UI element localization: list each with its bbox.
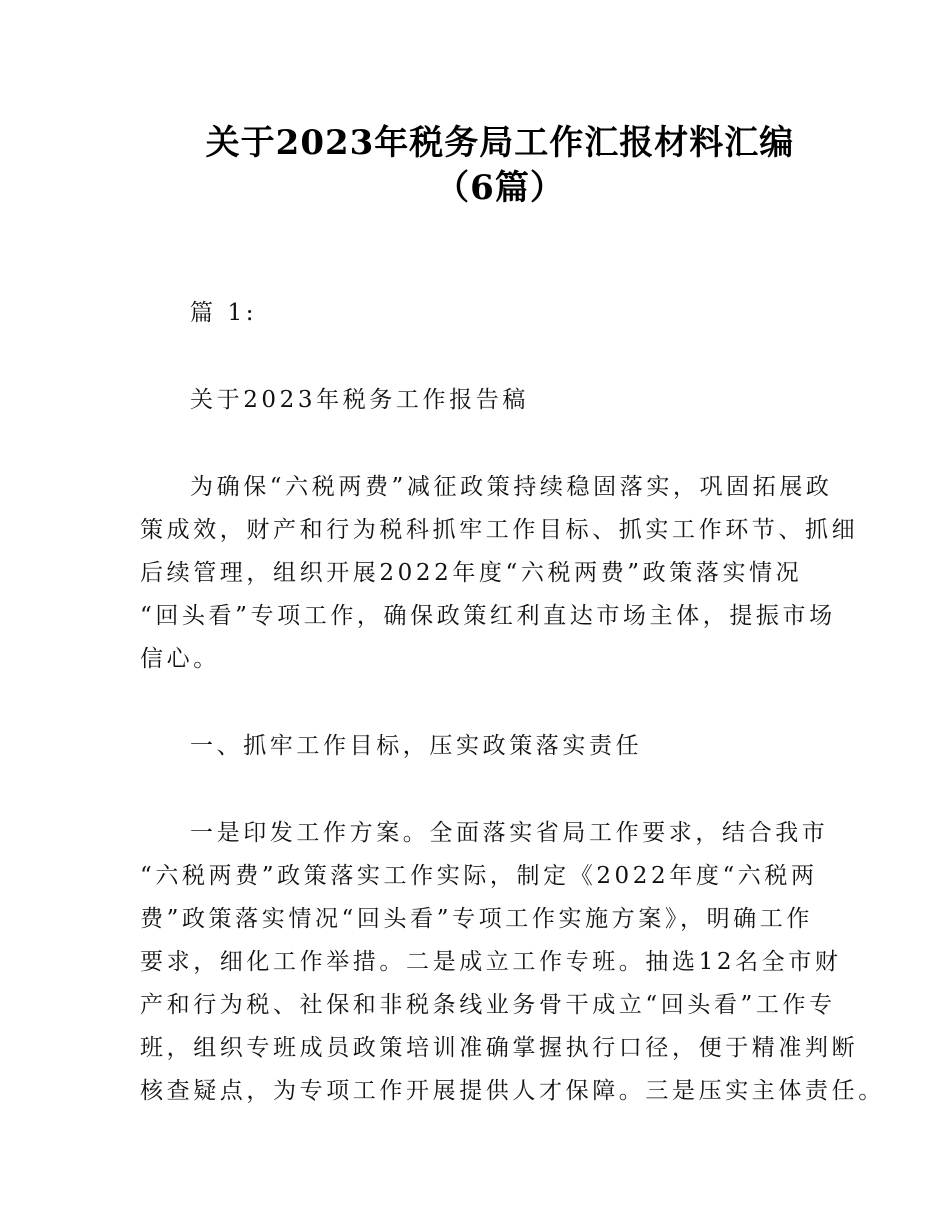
paragraph-2-line-2: “六税两费”政策落实工作实际，制定《2022年度“六税两	[140, 863, 818, 889]
paragraph-1-line-5: 信心。	[140, 646, 220, 672]
section-heading-1: 一、抓牢工作目标，压实政策落实责任	[190, 733, 643, 759]
paragraph-2-line-1: 一是印发工作方案。全面落实省局工作要求，结合我市	[190, 820, 829, 846]
paragraph-2-line-7: 核查疑点，为专项工作开展提供人才保障。三是压实主体责任。	[140, 1078, 885, 1104]
paragraph-1-line-3: 后续管理，组织开展2022年度“六税两费”政策落实情况	[140, 560, 803, 586]
paragraph-1-line-1: 为确保“六税两费”减征政策持续稳固落实，巩固拓展政	[190, 474, 833, 500]
paragraph-2-line-5: 产和行为税、社保和非税条线业务骨干成立“回头看”工作专	[140, 992, 836, 1018]
document-title-line-2: （6篇）	[435, 168, 565, 208]
paragraph-2-line-3: 费”政策落实情况“回头看”专项工作实施方案》，明确工作	[140, 906, 813, 932]
report-title: 关于2023年税务工作报告稿	[190, 387, 529, 413]
section-label: 篇 1:	[190, 300, 258, 326]
paragraph-1-line-4: “回头看”专项工作，确保政策红利直达市场主体，提振市场	[140, 603, 836, 629]
document-title-line-1: 关于2023年税务局工作汇报材料汇编	[205, 123, 795, 163]
paragraph-2-line-4: 要求，细化工作举措。二是成立工作专班。抽选12名全市财	[140, 949, 842, 975]
paragraph-1-line-2: 策成效，财产和行为税科抓牢工作目标、抓实工作环节、抓细	[140, 517, 859, 543]
paragraph-2-line-6: 班，组织专班成员政策培训准确掌握执行口径，便于精准判断	[140, 1035, 859, 1061]
